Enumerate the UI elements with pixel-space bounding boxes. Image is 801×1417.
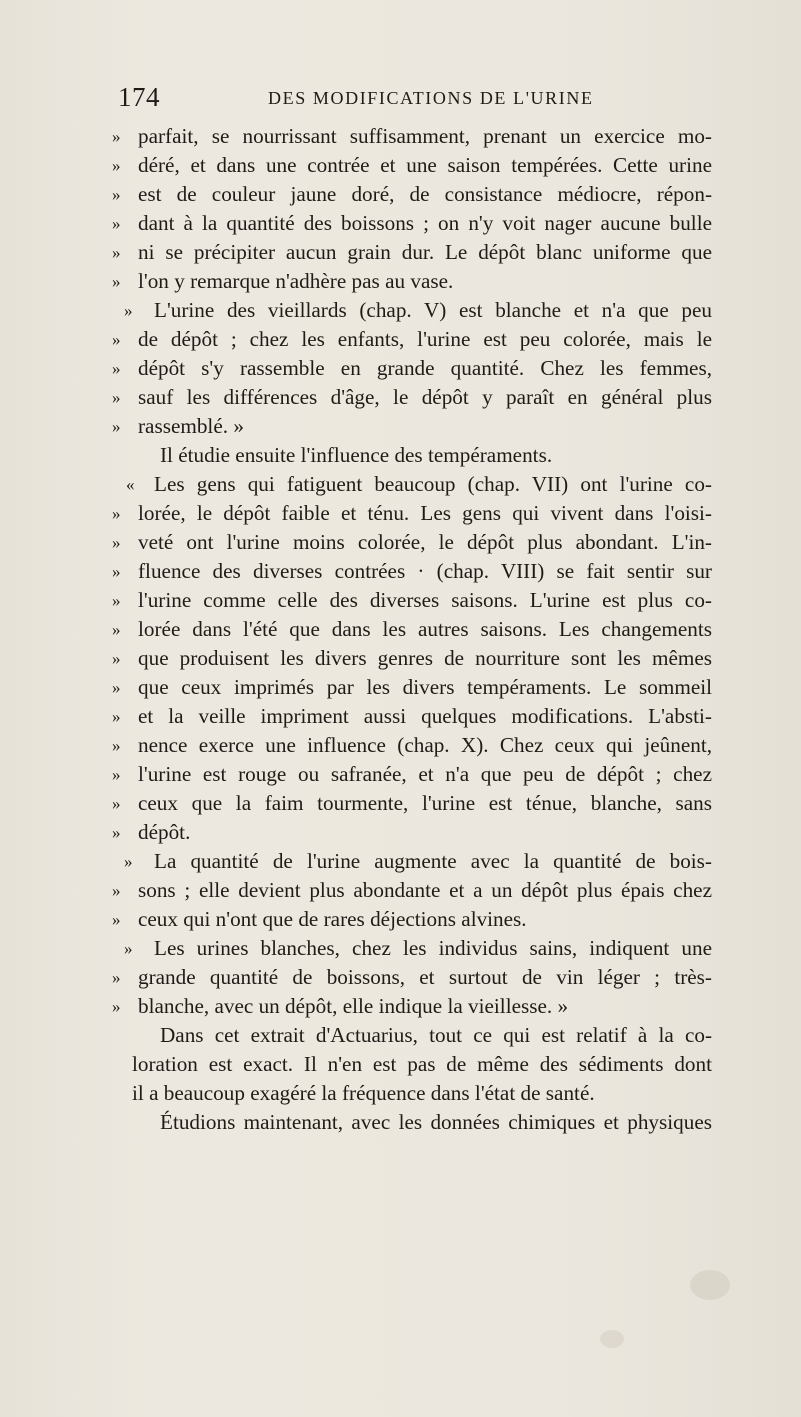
text-line: » de dépôt ; chez les enfants, l'urine est peu colorée, mais le: [112, 325, 712, 354]
text-line: » sons ; elle devient plus abondante et a un dépôt plus épais chez: [112, 876, 712, 905]
text-line: » dant à la quantité des boissons ; on n'y voit nager aucune bulle: [112, 209, 712, 238]
running-title: DES MODIFICATIONS DE L'URINE: [268, 88, 594, 108]
text-line: il a beaucoup exagéré la fréquence dans l'état de santé.: [132, 1081, 595, 1105]
body-text: [112, 122, 712, 1137]
text-line: » déré, et dans une contrée et une saison tempérées. Cette urine: [112, 151, 712, 180]
text-line: » est de couleur jaune doré, de consistance médiocre, répon-: [112, 180, 712, 209]
text-line: Dans cet extrait d'Actuarius, tout ce qui est relatif à la co-: [160, 1023, 712, 1047]
text-line: « Les gens qui fatiguent beaucoup (chap. VII) ont l'urine co-: [112, 470, 712, 499]
text-line: » dépôt.: [112, 818, 712, 847]
text-line: » veté ont l'urine moins colorée, le dépôt plus abondant. L'in-: [112, 528, 712, 557]
text-line: » L'urine des vieillards (chap. V) est blanche et n'a que peu: [112, 296, 712, 325]
text-line: » lorée, le dépôt faible et ténu. Les gens qui vivent dans l'oisi-: [112, 499, 712, 528]
paper-stain: [600, 1330, 624, 1348]
text-line: » dépôt s'y rassemble en grande quantité. Chez les femmes,: [112, 354, 712, 383]
text-line: » rassemblé. »: [112, 412, 712, 441]
text-line: » Les urines blanches, chez les individus sains, indiquent une: [112, 934, 712, 963]
page-header: [118, 82, 708, 112]
text-line: loration est exact. Il n'en est pas de même des sédiments dont: [132, 1052, 712, 1076]
text-line: Il étudie ensuite l'influence des tempéraments.: [160, 443, 553, 467]
text-line: » lorée dans l'été que dans les autres saisons. Les changements: [112, 615, 712, 644]
text-line: » ni se précipiter aucun grain dur. Le dépôt blanc uniforme que: [112, 238, 712, 267]
text-line: » que ceux imprimés par les divers tempéraments. Le sommeil: [112, 673, 712, 702]
text-line: » nence exerce une influence (chap. X). Chez ceux qui jeûnent,: [112, 731, 712, 760]
text-line: » blanche, avec un dépôt, elle indique la vieillesse. »: [112, 992, 712, 1021]
text-line: » et la veille impriment aussi quelques modifications. L'absti-: [112, 702, 712, 731]
text-line: » que produisent les divers genres de nourriture sont les mêmes: [112, 644, 712, 673]
text-line: » fluence des diverses contrées · (chap. VIII) se fait sentir sur: [112, 557, 712, 586]
text-line: » l'on y remarque n'adhère pas au vase.: [112, 267, 712, 296]
text-line: » La quantité de l'urine augmente avec la quantité de bois-: [112, 847, 712, 876]
text-line: » ceux que la faim tourmente, l'urine est ténue, blanche, sans: [112, 789, 712, 818]
text-line: » sauf les différences d'âge, le dépôt y paraît en général plus: [112, 383, 712, 412]
page-number: 174: [118, 82, 160, 112]
text-line: » l'urine comme celle des diverses saisons. L'urine est plus co-: [112, 586, 712, 615]
text-line: » ceux qui n'ont que de rares déjections alvines.: [112, 905, 712, 934]
text-line: Étudions maintenant, avec les données chimiques et physiques: [160, 1110, 712, 1134]
text-line: » parfait, se nourrissant suffisamment, prenant un exercice mo-: [112, 122, 712, 151]
text-line: » grande quantité de boissons, et surtout de vin léger ; très-: [112, 963, 712, 992]
paper-stain: [690, 1270, 730, 1300]
text-line: » l'urine est rouge ou safranée, et n'a que peu de dépôt ; chez: [112, 760, 712, 789]
